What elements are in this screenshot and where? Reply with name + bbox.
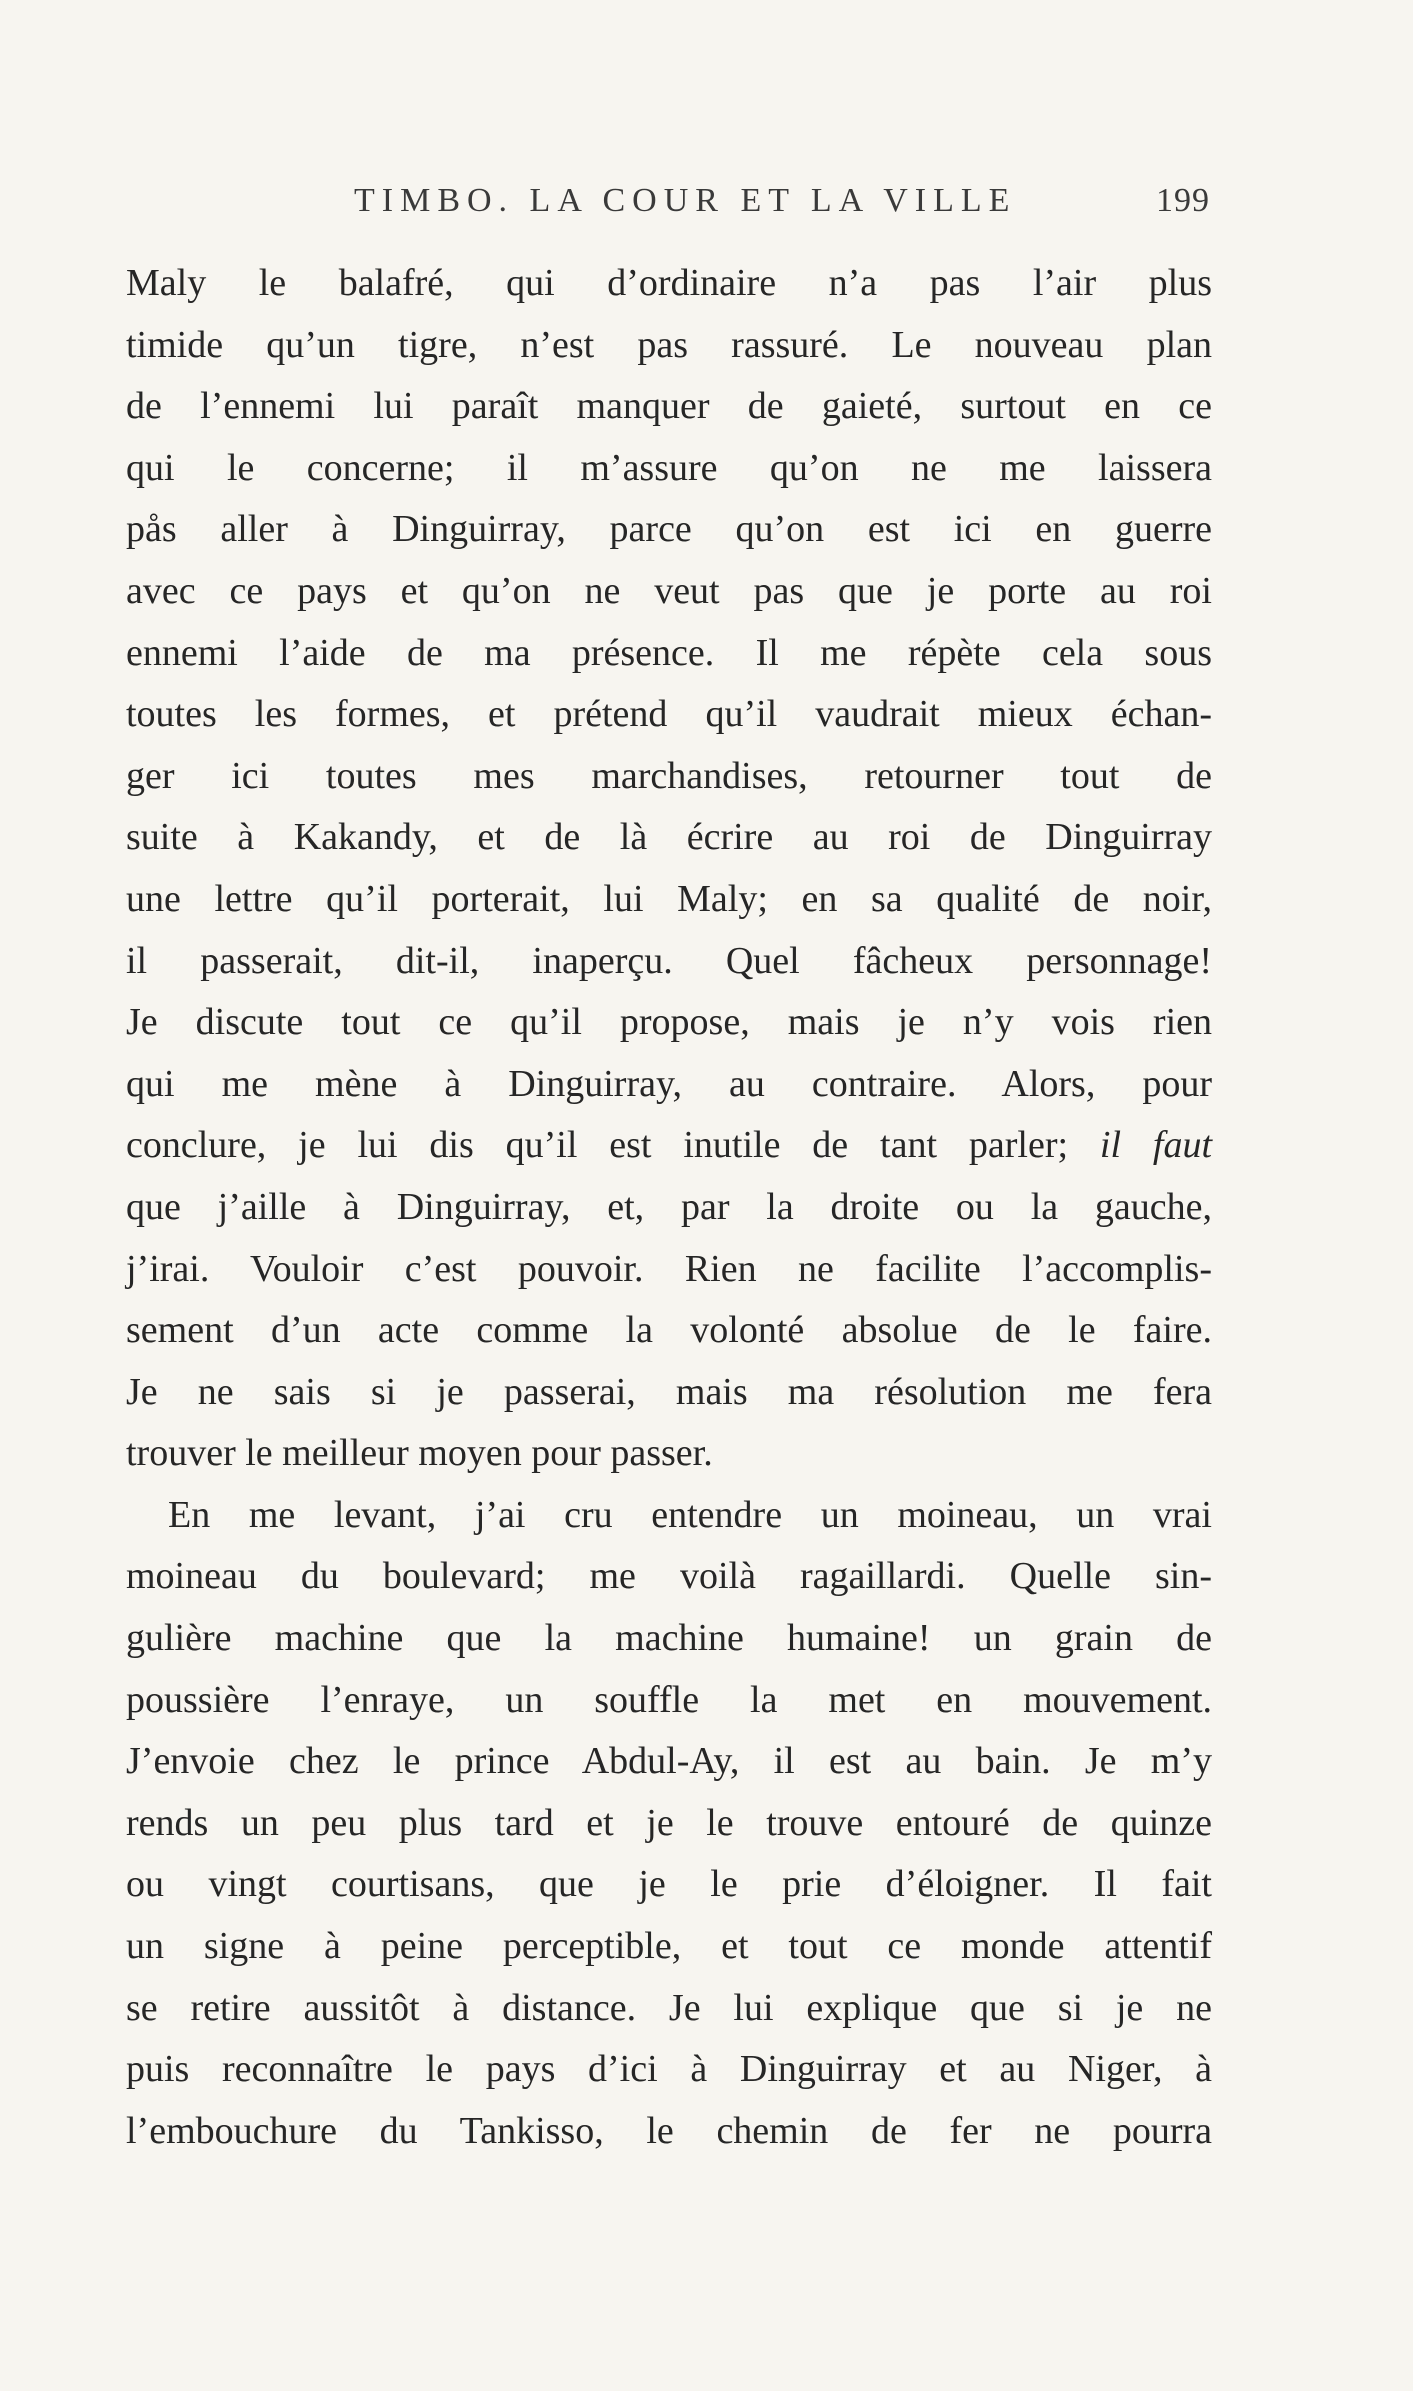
text-line: il passerait, dit-il, inaperçu. Quel fâcheux personnage! — [126, 939, 1212, 982]
text-line-with-emphasis — [126, 1115, 1212, 1177]
text-line: qui le concerne; il m’assure qu’on ne me laissera — [126, 446, 1212, 489]
text-line: une lettre qu’il porterait, lui Maly; en sa qualité de noir, — [126, 877, 1212, 920]
page-header — [126, 182, 1210, 232]
text-line: Je discute tout ce qu’il propose, mais je n’y vois rien — [126, 1001, 1212, 1044]
text-line: l’embouchure du Tankisso, le chemin de fer ne pourra — [126, 2109, 1212, 2152]
text-line: En me levant, j’ai cru entendre un moineau, un vrai — [168, 1493, 1212, 1536]
text-line: timide qu’un tigre, n’est pas rassuré. Le nouveau plan — [126, 323, 1212, 366]
text-line: de l’ennemi lui paraît manquer de gaieté, surtout en ce — [126, 385, 1212, 428]
text-line: Je ne sais si je passerai, mais ma résolution me fera — [126, 1370, 1212, 1413]
text-segment: conclure, je lui dis qu’il est inutile de tant parler; — [126, 1124, 1100, 1167]
text-line: suite à Kakandy, et de là écrire au roi de Dinguirray — [126, 816, 1212, 859]
text-line: trouver le meilleur moyen pour passer. — [126, 1432, 713, 1475]
text-line: poussière l’enraye, un souffle la met en mouvement. — [126, 1678, 1212, 1721]
text-line: ger ici toutes mes marchandises, retourner tout de — [126, 754, 1212, 797]
text-line: qui me mène à Dinguirray, au contraire. Alors, pour — [126, 1062, 1212, 1105]
body-text — [126, 253, 1212, 2162]
page-number: 199 — [1156, 182, 1210, 219]
text-line: toutes les formes, et prétend qu’il vaudrait mieux échan- — [126, 693, 1212, 736]
text-line: pås aller à Dinguirray, parce qu’on est ici en guerre — [126, 508, 1212, 551]
text-line: sement d’un acte comme la volonté absolue de le faire. — [126, 1309, 1212, 1352]
running-title: TIMBO. LA COUR ET LA VILLE — [354, 182, 1017, 219]
text-line: ou vingt courtisans, que je le prie d’éloigner. Il fait — [126, 1863, 1212, 1906]
paragraph-2 — [126, 1485, 1212, 2163]
text-line: gulière machine que la machine humaine! un grain de — [126, 1617, 1212, 1660]
text-line: puis reconnaître le pays d’ici à Dinguirray et au Niger, à — [126, 2048, 1212, 2091]
text-line: Maly le balafré, qui d’ordinaire n’a pas l’air plus — [126, 262, 1212, 304]
text-line: avec ce pays et qu’on ne veut pas que je porte au roi — [126, 569, 1212, 612]
text-line: se retire aussitôt à distance. Je lui explique que si je ne — [126, 1986, 1212, 2029]
text-line: moineau du boulevard; me voilà ragaillardi. Quelle sin- — [126, 1555, 1212, 1598]
text-line: que j’aille à Dinguirray, et, par la droite ou la gauche, — [126, 1185, 1212, 1228]
text-line: J’envoie chez le prince Abdul-Ay, il est au bain. Je m’y — [126, 1740, 1212, 1783]
paragraph-1 — [126, 253, 1212, 1485]
text-line: ennemi l’aide de ma présence. Il me répète cela sous — [126, 631, 1212, 674]
text-line: rends un peu plus tard et je le trouve entouré de quinze — [126, 1801, 1212, 1844]
emphasized-text: il faut — [1099, 1124, 1212, 1167]
text-line: j’irai. Vouloir c’est pouvoir. Rien ne facilite l’accomplis- — [126, 1247, 1212, 1290]
text-line: un signe à peine perceptible, et tout ce monde attentif — [126, 1925, 1212, 1968]
